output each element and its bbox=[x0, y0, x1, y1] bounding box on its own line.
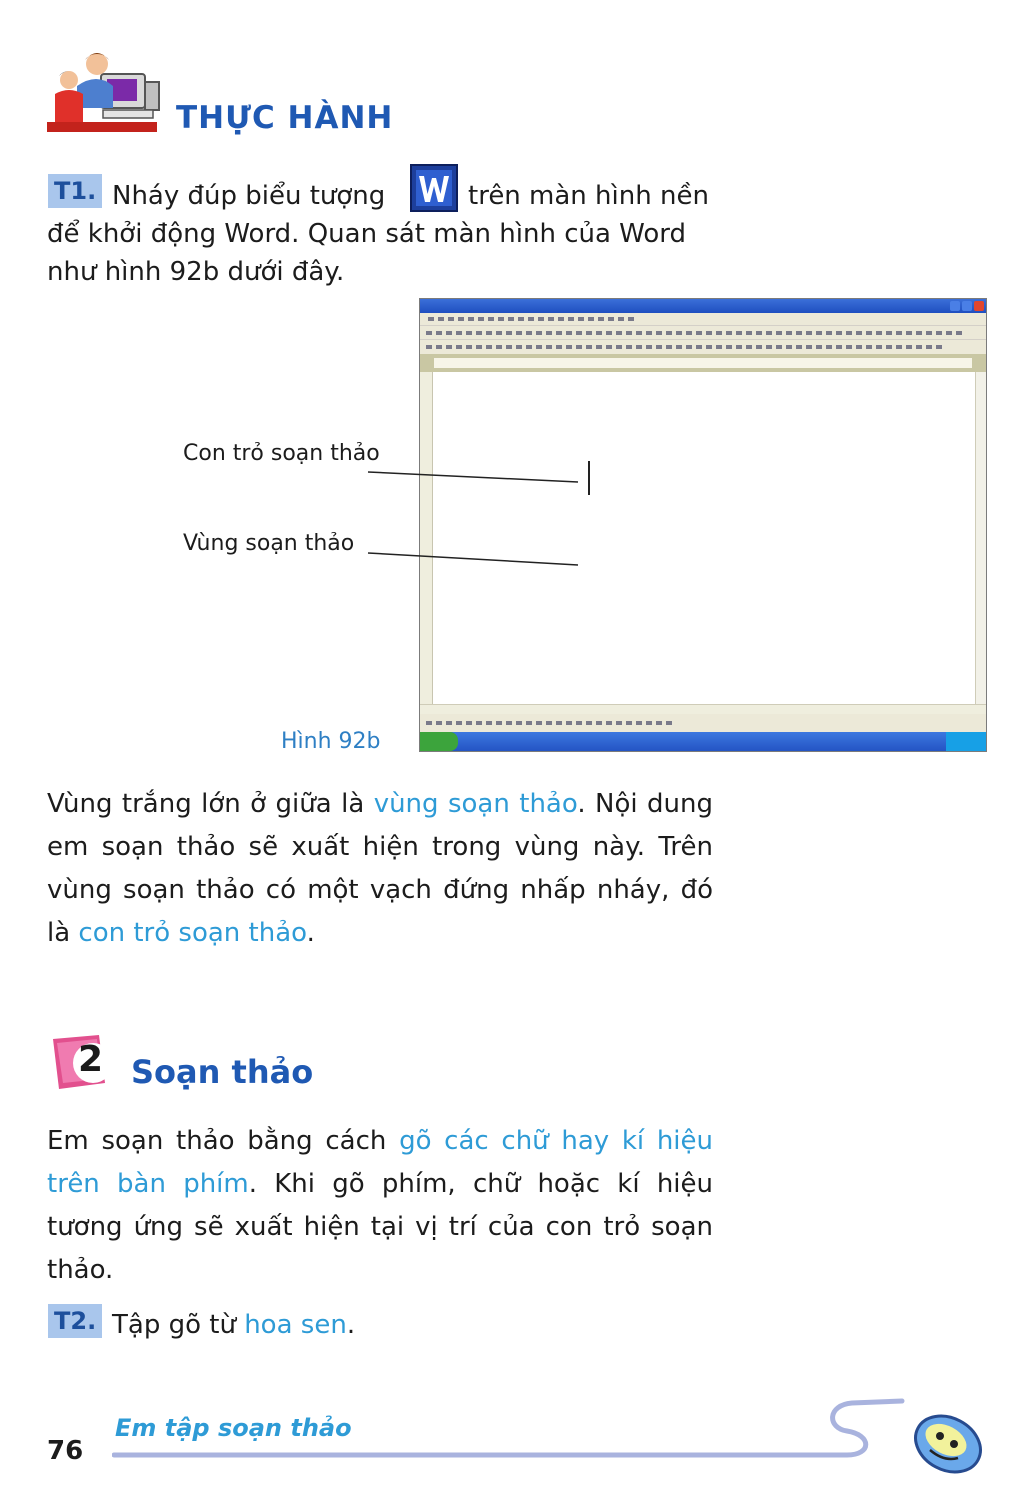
word-title-bar bbox=[420, 299, 986, 313]
windows-taskbar bbox=[420, 732, 986, 751]
term-text-cursor: con trỏ soạn thảo bbox=[78, 918, 307, 948]
t1-text-before-icon: Nháy đúp biểu tượng bbox=[112, 181, 386, 211]
t1-text-after-icon: trên màn hình nền bbox=[468, 181, 709, 211]
t1-line2: để khởi động Word. Quan sát màn hình của Word bbox=[47, 219, 686, 249]
teacher-student-computer-icon bbox=[47, 46, 165, 138]
term-editing-area: vùng soạn thảo bbox=[373, 789, 578, 819]
section-number: 2 bbox=[78, 1039, 104, 1080]
book-title: Em tập soạn thảo bbox=[115, 1414, 352, 1442]
word-standard-toolbar bbox=[420, 325, 986, 340]
word-horizontal-ruler bbox=[420, 354, 986, 372]
paragraph-typing: Em soạn thảo bằng cách gõ các chữ hay kí hiệu trên bàn phím. Khi gõ phím, chữ hoặc kí hiệu tương ứng sẽ xuất hiện tại vị trí của con trỏ soạn thảo. bbox=[47, 1126, 714, 1285]
footer-cable-line bbox=[112, 1395, 912, 1465]
leader-lines bbox=[360, 460, 590, 580]
system-tray bbox=[946, 732, 986, 751]
section-title-soan-thao: Soạn thảo bbox=[131, 1053, 314, 1091]
label-editing-area: Vùng soạn thảo bbox=[183, 531, 355, 556]
paragraph-editing-area: Vùng trắng lớn ở giữa là vùng soạn thảo. Nội dung em soạn thảo sẽ xuất hiện trong vùng này. Trên vùng soạn thảo có một vạch đứng nhấp nháy, đó là con trỏ soạn thảo. bbox=[47, 789, 714, 948]
term-hoa-sen: hoa sen bbox=[244, 1310, 347, 1340]
t2-text: Tập gõ từ hoa sen. bbox=[112, 1310, 356, 1340]
word-menu-bar bbox=[420, 313, 986, 325]
task-badge-t1: T1. bbox=[48, 174, 102, 208]
section-title-thuc-hanh: THỰC HÀNH bbox=[176, 100, 394, 136]
word-vertical-scrollbar bbox=[975, 372, 986, 704]
word-formatting-toolbar bbox=[420, 339, 986, 354]
word-icon bbox=[410, 164, 458, 212]
computer-mouse-icon bbox=[900, 1402, 990, 1480]
page-number: 76 bbox=[47, 1436, 84, 1466]
task-badge-t2: T2. bbox=[48, 1304, 102, 1338]
label-cursor: Con trỏ soạn thảo bbox=[183, 441, 380, 466]
word-drawing-toolbar bbox=[420, 714, 986, 732]
start-button bbox=[420, 732, 458, 751]
term-type-keys: gõ các chữ hay kí hiệu trên bàn phím bbox=[47, 1126, 714, 1199]
t1-line3: như hình 92b dưới đây. bbox=[47, 257, 345, 287]
figure-caption: Hình 92b bbox=[281, 729, 381, 754]
